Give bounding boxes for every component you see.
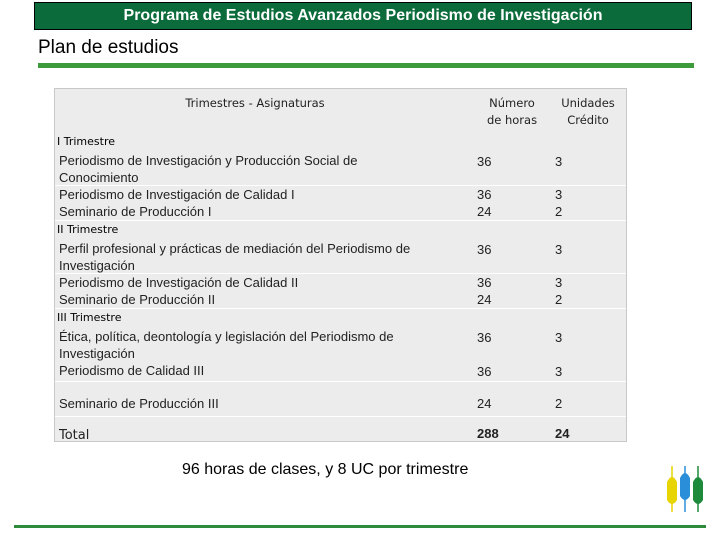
page-header	[34, 2, 692, 30]
total-credits: 24	[555, 426, 570, 441]
col-header-hours-line1: Número	[489, 96, 535, 110]
hours-cell: 24	[477, 396, 492, 411]
col-header-credits-line2: Crédito	[567, 113, 609, 127]
header-title: Programa de Estudios Avanzados Periodismo de Investigación	[123, 7, 603, 24]
study-plan-table	[54, 88, 627, 442]
hours-cell: 36	[477, 330, 492, 345]
subject-cell: Periodismo de Calidad III	[59, 363, 205, 378]
col-header-credits-line1: Unidades	[561, 96, 615, 110]
university-logo-icon	[664, 466, 706, 512]
total-hours: 288	[477, 426, 499, 441]
page-subtitle: Plan de estudios	[38, 37, 179, 58]
subject-cell: Ética, política, deontología y legislación del Periodismo de Investigación	[59, 329, 394, 361]
hours-cell: 36	[477, 154, 492, 169]
hours-cell: 36 24	[477, 275, 492, 307]
credits-cell: 3	[555, 364, 563, 379]
bottom-divider	[14, 525, 706, 528]
hours-cell: 36	[477, 242, 492, 257]
trimestre-label: I Trimestre	[57, 135, 115, 148]
footnote: 96 horas de clases, y 8 UC por trimestre	[182, 461, 469, 478]
subject-cell: Periodismo de Investigación de Calidad I Seminario de Producción I	[59, 187, 295, 219]
subject-cell: Perfil profesional y prácticas de mediación del Periodismo de Investigación	[59, 241, 411, 273]
credits-cell: 3	[555, 242, 563, 257]
col-header-hours-line2: de horas	[486, 113, 538, 127]
trimestre-label: II Trimestre	[57, 223, 119, 236]
subject-cell: Periodismo de Investigación y Producción Social de Conocimiento	[59, 153, 358, 185]
row-divider	[55, 220, 626, 221]
credits-cell: 3	[555, 330, 563, 345]
subject-cell: Seminario de Producción III	[59, 396, 219, 411]
row-divider	[55, 308, 626, 309]
total-label: Total	[59, 428, 90, 443]
top-divider	[38, 63, 694, 68]
hours-cell: 36	[477, 364, 492, 379]
row-divider	[55, 416, 626, 417]
trimestre-label: III Trimestre	[57, 311, 122, 324]
row-divider	[55, 381, 626, 382]
subject-cell: Periodismo de Investigación de Calidad II Seminario de Producción II	[59, 275, 299, 307]
hours-cell: 36 24	[477, 187, 492, 219]
credits-cell: 2	[555, 396, 563, 411]
credits-cell: 3	[555, 154, 563, 169]
col-header-subject: Trimestres - Asignaturas	[185, 96, 325, 110]
credits-cell: 3 2	[555, 275, 563, 307]
credits-cell: 3 2	[555, 187, 563, 219]
